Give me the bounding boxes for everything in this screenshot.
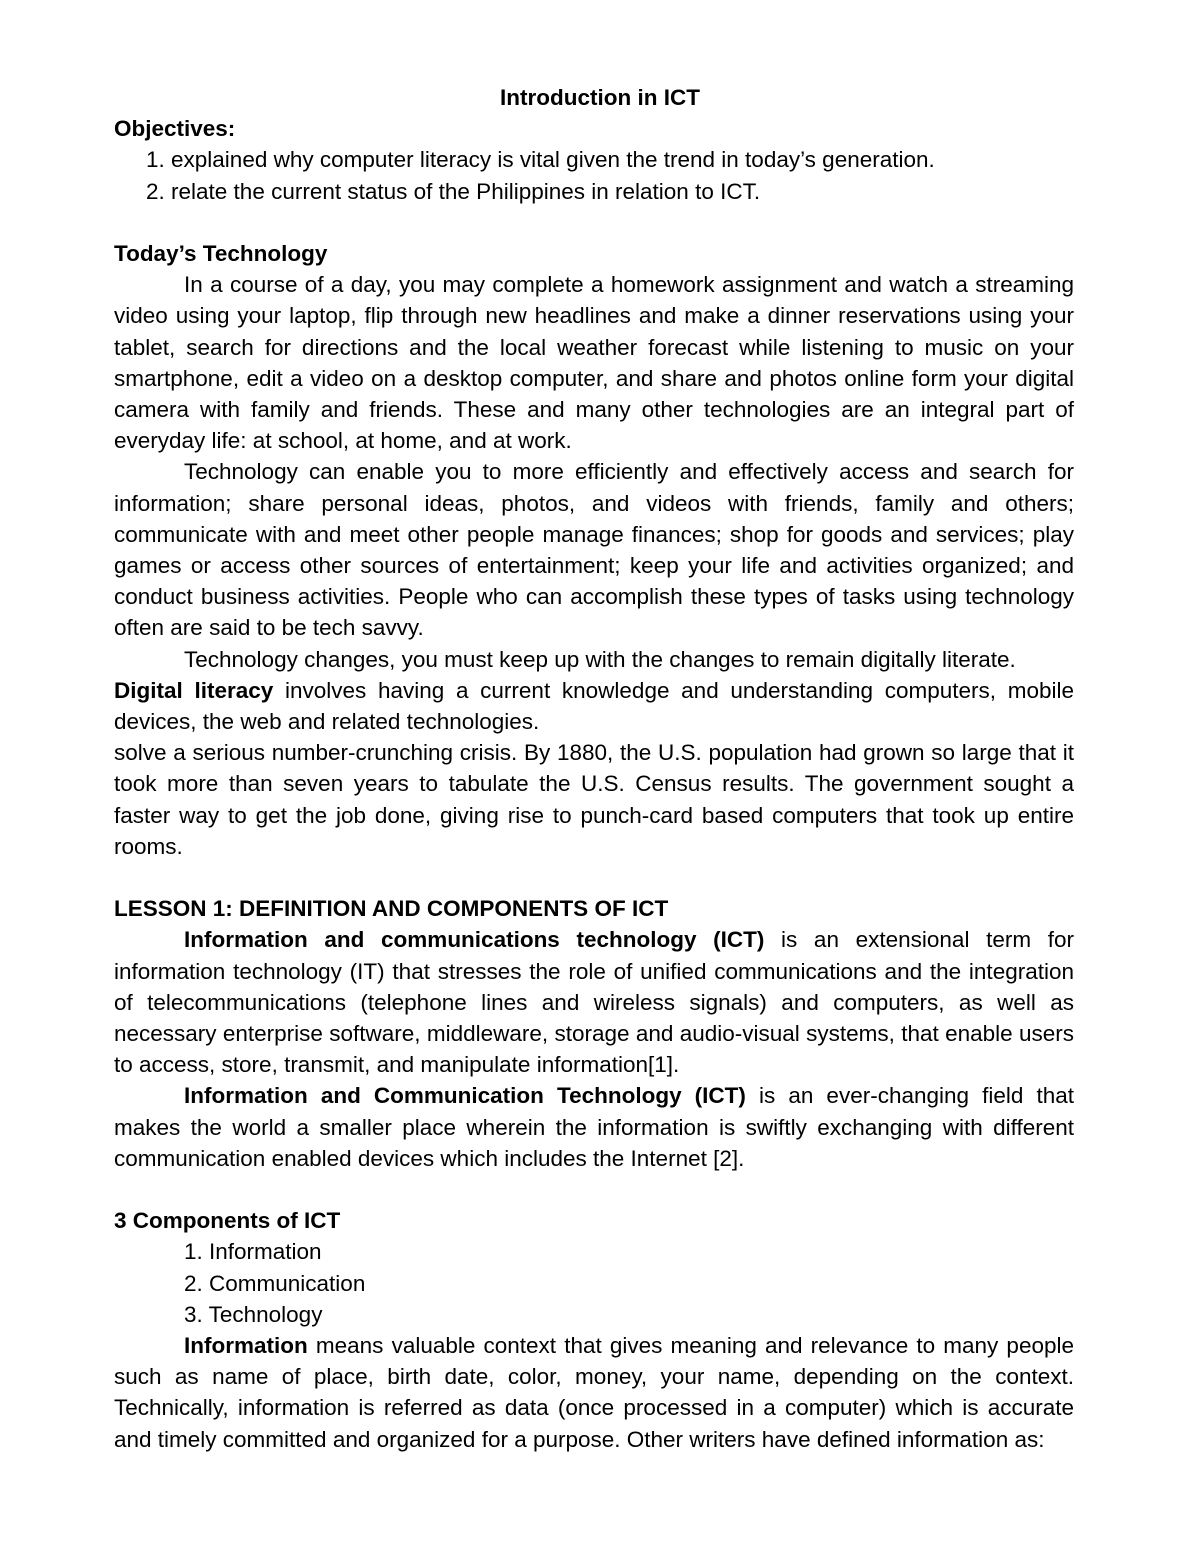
- paragraph-text: is an extensional term for information technology (IT) that stresses the role of unified communications and the integration of telecommunications (telephone lines and wireless signals) and computers, as well as necessary enterprise software, middleware, storage and audio-visual systems, that enable users to access, store, transmit, and manipulate information[1].: [114, 927, 1074, 1078]
- components-list: [114, 1236, 1074, 1330]
- paragraph: Technology can enable you to more efficiently and effectively access and search for information; share personal ideas, photos, and videos with friends, family and others; communicate with and meet other people manage finances; shop for goods and services; play games or access other sources of entertainment; keep your life and activities organized; and conduct business activities. People who can accomplish these types of tasks using technology often are said to be tech savvy.: [114, 459, 1074, 641]
- lesson1-heading: LESSON 1: DEFINITION AND COMPONENTS OF ICT: [114, 896, 669, 922]
- paragraph-text: involves having a current knowledge and understanding computers, mobile devices, the web and related technologies.: [114, 677, 1074, 735]
- objective-item: 2. relate the current status of the Philippines in relation to ICT.: [146, 178, 761, 204]
- ict-definition-paragraph: [114, 1080, 1074, 1174]
- objectives-heading: Objectives:: [114, 116, 236, 142]
- digital-literacy-paragraph: [114, 675, 1074, 737]
- ict-term: Information and communications technology (ICT): [184, 927, 765, 953]
- todays-technology-heading: Today’s Technology: [114, 241, 328, 266]
- ict-term: Information and Communication Technology (ICT): [184, 1083, 746, 1109]
- spacer: [114, 1174, 1074, 1205]
- component-item: 1. Information: [184, 1239, 322, 1265]
- components-heading: 3 Components of ICT: [114, 1208, 341, 1234]
- information-paragraph: [114, 1330, 1074, 1455]
- paragraph: Technology changes, you must keep up with the changes to remain digitally literate.: [184, 646, 1016, 672]
- spacer: [114, 862, 1074, 893]
- component-item: 3. Technology: [184, 1301, 323, 1327]
- paragraph-text: means valuable context that gives meaning and relevance to many people such as name of place, birth date, color, money, your name, depending on the context. Technically, information is referred as data (once processed in a computer) which is accurate and timely committed and organized for a purpose. Other writers have defined information as:: [114, 1333, 1074, 1452]
- objective-item: 1. explained why computer literacy is vital given the trend in today’s generation.: [146, 147, 935, 173]
- component-item: 2. Communication: [184, 1270, 366, 1296]
- digital-literacy-term: Digital literacy: [114, 677, 274, 703]
- paragraph: In a course of a day, you may complete a homework assignment and watch a streaming video using your laptop, flip through new headlines and make a dinner reservations using your tablet, search for directions and the local weather forecast while listening to music on your smartphone, edit a video on a desktop computer, and share and photos online form your digital camera with family and friends. These and many other technologies are an integral part of everyday life: at school, at home, and at work.: [114, 272, 1074, 454]
- ict-definition-paragraph: [114, 924, 1074, 1080]
- document-title: Introduction in ICT: [500, 85, 700, 110]
- paragraph-text: is an ever-changing field that makes the world a smaller place wherein the information is swiftly exchanging with different communication enabled devices which includes the Internet [2].: [114, 1083, 1075, 1171]
- information-term: Information: [184, 1333, 308, 1359]
- objectives-list: [114, 144, 1074, 206]
- spacer: [114, 207, 1074, 238]
- paragraph: solve a serious number-crunching crisis. By 1880, the U.S. population had grown so large that it took more than seven years to tabulate the U.S. Census results. The government sought a faster way to get the job done, giving rise to punch-card based computers that took up entire rooms.: [114, 740, 1074, 859]
